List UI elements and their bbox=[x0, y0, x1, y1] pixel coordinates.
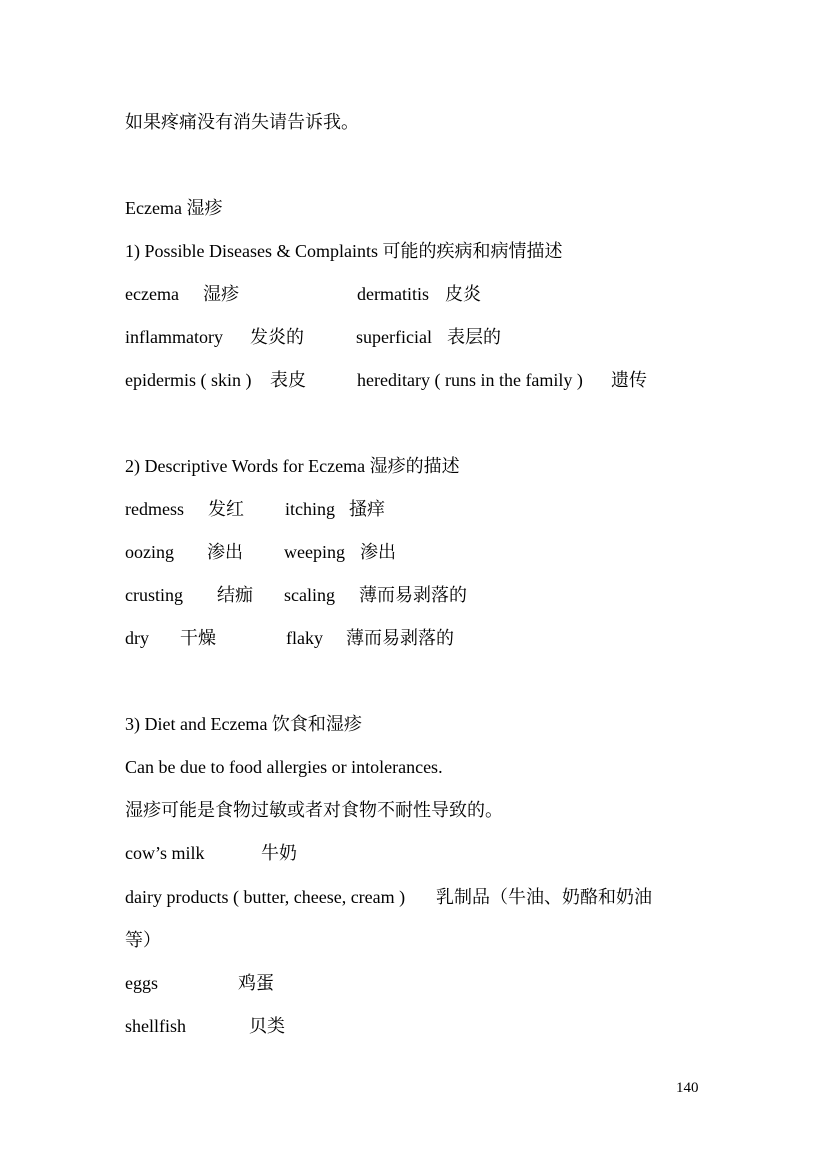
term: itching bbox=[285, 499, 335, 519]
term: scaling bbox=[284, 585, 335, 605]
term: dermatitis bbox=[357, 284, 429, 304]
term: inflammatory bbox=[125, 327, 223, 347]
translation: 搔痒 bbox=[349, 499, 385, 519]
term: dry bbox=[125, 628, 149, 648]
translation: 贝类 bbox=[249, 1016, 285, 1036]
translation: 发红 bbox=[208, 499, 244, 519]
section3-sentence-zh: 湿疹可能是食物过敏或者对食物不耐性导致的。 bbox=[125, 800, 503, 820]
section3-heading: 3) Diet and Eczema 饮食和湿疹 bbox=[125, 714, 362, 734]
term: epidermis ( skin ) bbox=[125, 370, 252, 390]
translation: 遗传 bbox=[611, 370, 647, 390]
term: flaky bbox=[286, 628, 323, 648]
translation: 表皮 bbox=[270, 370, 306, 390]
term: eggs bbox=[125, 973, 158, 993]
page-number: 140 bbox=[676, 1080, 699, 1096]
translation: 干燥 bbox=[180, 628, 216, 648]
term: weeping bbox=[284, 542, 345, 562]
term: cow’s milk bbox=[125, 843, 205, 863]
translation: 鸡蛋 bbox=[238, 973, 274, 993]
translation: 结痂 bbox=[217, 585, 253, 605]
term: hereditary ( runs in the family ) bbox=[357, 370, 583, 390]
translation: 发炎的 bbox=[250, 327, 304, 347]
section3-sentence-en: Can be due to food allergies or intolerances. bbox=[125, 757, 443, 777]
intro-line: 如果疼痛没有消失请告诉我。 bbox=[125, 112, 359, 132]
term: shellfish bbox=[125, 1016, 186, 1036]
term: redmess bbox=[125, 499, 184, 519]
translation: 表层的 bbox=[447, 327, 501, 347]
translation: 薄而易剥落的 bbox=[359, 585, 467, 605]
translation: 等） bbox=[125, 930, 161, 950]
translation: 渗出 bbox=[360, 542, 396, 562]
translation: 湿疹 bbox=[203, 284, 239, 304]
section2-heading: 2) Descriptive Words for Eczema 湿疹的描述 bbox=[125, 456, 460, 476]
term: superficial bbox=[356, 327, 432, 347]
term: eczema bbox=[125, 284, 179, 304]
term: dairy products ( butter, cheese, cream ) bbox=[125, 887, 406, 907]
translation: 薄而易剥落的 bbox=[346, 628, 454, 648]
section1-heading: 1) Possible Diseases & Complaints 可能的疾病和病情描述 bbox=[125, 241, 563, 261]
translation: 牛奶 bbox=[261, 843, 297, 863]
translation: 皮炎 bbox=[445, 284, 481, 304]
section-title: Eczema 湿疹 bbox=[125, 198, 223, 218]
term: crusting bbox=[125, 585, 183, 605]
translation: 渗出 bbox=[207, 542, 243, 562]
translation: 乳制品（牛油、奶酪和奶油 bbox=[436, 887, 652, 907]
term: oozing bbox=[125, 542, 174, 562]
